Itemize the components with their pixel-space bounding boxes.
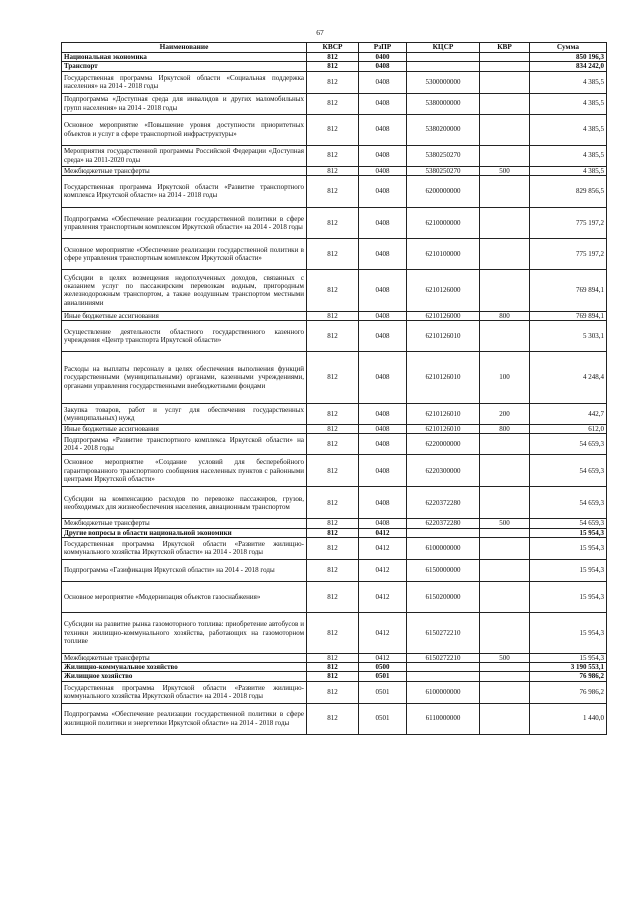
cell-kvsr: 812 bbox=[307, 311, 359, 320]
cell-sum: 769 894,1 bbox=[530, 311, 607, 320]
table-header-row bbox=[62, 43, 607, 53]
cell-kvr bbox=[480, 559, 530, 581]
cell-kvsr: 812 bbox=[307, 175, 359, 207]
table-row bbox=[62, 663, 607, 672]
cell-kcsr: 6210126000 bbox=[407, 269, 480, 311]
cell-sum: 54 659,3 bbox=[530, 434, 607, 455]
cell-kvsr: 812 bbox=[307, 537, 359, 559]
table-row bbox=[62, 434, 607, 455]
cell-rzpr: 0412 bbox=[359, 559, 407, 581]
cell-rzpr: 0408 bbox=[359, 311, 407, 320]
table-row bbox=[62, 93, 607, 114]
cell-kvr bbox=[480, 207, 530, 238]
cell-kvr bbox=[480, 537, 530, 559]
cell-kvr bbox=[480, 703, 530, 734]
cell-sum: 3 190 553,1 bbox=[530, 663, 607, 672]
cell-name: Государственная программа Иркутской области «Развитие жилищно-коммунального хозяйства Иркутской области» на 2014 - 2018 годы bbox=[62, 681, 307, 703]
cell-rzpr: 0408 bbox=[359, 207, 407, 238]
cell-name: Жилищное хозяйство bbox=[62, 672, 307, 681]
header-name: Наименование bbox=[62, 43, 307, 53]
cell-kcsr: 6110000000 bbox=[407, 703, 480, 734]
cell-rzpr: 0408 bbox=[359, 238, 407, 269]
cell-name: Национальная экономика bbox=[62, 53, 307, 62]
cell-sum: 54 659,3 bbox=[530, 487, 607, 519]
table-row bbox=[62, 114, 607, 145]
cell-rzpr: 0408 bbox=[359, 145, 407, 166]
cell-sum: 15 954,3 bbox=[530, 528, 607, 537]
cell-sum: 54 659,3 bbox=[530, 455, 607, 487]
cell-name: Субсидии в целях возмещения недополученных доходов, связанных с оказанием услуг по пассажирским перевозкам водным, пригородным железнодорожным транспортом, а также воздушным транспортом местными авиалиниями bbox=[62, 269, 307, 311]
cell-rzpr: 0408 bbox=[359, 93, 407, 114]
cell-rzpr: 0412 bbox=[359, 528, 407, 537]
cell-kvr bbox=[480, 434, 530, 455]
cell-sum: 829 856,5 bbox=[530, 175, 607, 207]
table-row bbox=[62, 404, 607, 425]
cell-kvr: 800 bbox=[480, 311, 530, 320]
cell-name: Иные бюджетные ассигнования bbox=[62, 425, 307, 434]
cell-rzpr: 0408 bbox=[359, 321, 407, 352]
cell-name: Иные бюджетные ассигнования bbox=[62, 311, 307, 320]
table-row bbox=[62, 352, 607, 404]
table-row bbox=[62, 703, 607, 734]
cell-kvsr: 812 bbox=[307, 434, 359, 455]
cell-kvr bbox=[480, 321, 530, 352]
cell-kvr bbox=[480, 93, 530, 114]
cell-sum: 834 242,0 bbox=[530, 62, 607, 71]
cell-name: Мероприятия государственной программы Российской Федерации «Доступная среда» на 2011-2020 годы bbox=[62, 145, 307, 166]
cell-kvr: 500 bbox=[480, 653, 530, 662]
cell-kcsr bbox=[407, 672, 480, 681]
cell-kcsr: 5380200000 bbox=[407, 114, 480, 145]
table-row bbox=[62, 145, 607, 166]
cell-name: Государственная программа Иркутской области «Развитие жилищно-коммунального хозяйства Иркутской области» на 2014 - 2018 годы bbox=[62, 537, 307, 559]
cell-rzpr: 0408 bbox=[359, 71, 407, 93]
cell-rzpr: 0408 bbox=[359, 425, 407, 434]
cell-rzpr: 0400 bbox=[359, 53, 407, 62]
cell-name: Основное мероприятие «Повышение уровня доступности приоритетных объектов и услуг в сфере транспортной инфраструктуры» bbox=[62, 114, 307, 145]
cell-kvsr: 812 bbox=[307, 352, 359, 404]
cell-sum: 442,7 bbox=[530, 404, 607, 425]
table-row bbox=[62, 425, 607, 434]
table-row bbox=[62, 455, 607, 487]
cell-kvr bbox=[480, 238, 530, 269]
cell-name: Субсидии на компенсацию расходов по перевозке пассажиров, грузов, необходимых для жизнеобеспечения населения, авиационным транспортом bbox=[62, 487, 307, 519]
table-row bbox=[62, 559, 607, 581]
cell-rzpr: 0501 bbox=[359, 681, 407, 703]
cell-rzpr: 0408 bbox=[359, 114, 407, 145]
cell-kvsr: 812 bbox=[307, 455, 359, 487]
cell-name: Закупка товаров, работ и услуг для обеспечения государственных (муниципальных) нужд bbox=[62, 404, 307, 425]
cell-sum: 5 303,1 bbox=[530, 321, 607, 352]
cell-kcsr: 6220300000 bbox=[407, 455, 480, 487]
cell-rzpr: 0412 bbox=[359, 537, 407, 559]
table-row bbox=[62, 53, 607, 62]
cell-sum: 4 385,5 bbox=[530, 145, 607, 166]
cell-rzpr: 0408 bbox=[359, 519, 407, 528]
cell-kcsr: 6210126010 bbox=[407, 404, 480, 425]
page-number: 67 bbox=[316, 28, 324, 37]
cell-kvsr: 812 bbox=[307, 53, 359, 62]
cell-sum: 15 954,3 bbox=[530, 581, 607, 612]
cell-kvr bbox=[480, 581, 530, 612]
header-sum: Сумма bbox=[530, 43, 607, 53]
cell-sum: 4 385,5 bbox=[530, 93, 607, 114]
cell-rzpr: 0408 bbox=[359, 166, 407, 175]
table-row bbox=[62, 537, 607, 559]
cell-rzpr: 0408 bbox=[359, 404, 407, 425]
cell-kvr: 200 bbox=[480, 404, 530, 425]
cell-name: Осуществление деятельности областного государственного казенного учреждения «Центр транспорта Иркутской области» bbox=[62, 321, 307, 352]
cell-sum: 1 440,0 bbox=[530, 703, 607, 734]
table-row bbox=[62, 175, 607, 207]
table-row bbox=[62, 321, 607, 352]
cell-kcsr: 5380250270 bbox=[407, 166, 480, 175]
cell-kcsr: 6150272210 bbox=[407, 612, 480, 653]
header-kvr: КВР bbox=[480, 43, 530, 53]
cell-sum: 76 986,2 bbox=[530, 672, 607, 681]
cell-kvr bbox=[480, 455, 530, 487]
cell-name: Межбюджетные трансферты bbox=[62, 653, 307, 662]
cell-kcsr bbox=[407, 663, 480, 672]
cell-name: Подпрограмма «Доступная среда для инвалидов и других маломобильных групп населения» на 2014 - 2018 годы bbox=[62, 93, 307, 114]
cell-kcsr: 5300000000 bbox=[407, 71, 480, 93]
cell-name: Подпрограмма «Газификация Иркутской области» на 2014 - 2018 годы bbox=[62, 559, 307, 581]
cell-sum: 4 385,5 bbox=[530, 71, 607, 93]
cell-kvsr: 812 bbox=[307, 93, 359, 114]
header-kcsr: КЦСР bbox=[407, 43, 480, 53]
cell-kvsr: 812 bbox=[307, 487, 359, 519]
cell-kcsr: 6210126000 bbox=[407, 311, 480, 320]
cell-rzpr: 0501 bbox=[359, 703, 407, 734]
cell-kvsr: 812 bbox=[307, 612, 359, 653]
cell-kvsr: 812 bbox=[307, 238, 359, 269]
cell-rzpr: 0412 bbox=[359, 581, 407, 612]
cell-sum: 769 894,1 bbox=[530, 269, 607, 311]
table-row bbox=[62, 581, 607, 612]
table-row bbox=[62, 653, 607, 662]
cell-name: Государственная программа Иркутской области «Развитие транспортного комплекса Иркутской области» на 2014 - 2018 годы bbox=[62, 175, 307, 207]
cell-kcsr: 6210000000 bbox=[407, 207, 480, 238]
cell-kcsr: 5380000000 bbox=[407, 93, 480, 114]
header-rzpr: РзПР bbox=[359, 43, 407, 53]
cell-kcsr: 6210100000 bbox=[407, 238, 480, 269]
cell-kvsr: 812 bbox=[307, 581, 359, 612]
table-row bbox=[62, 612, 607, 653]
cell-kvsr: 812 bbox=[307, 207, 359, 238]
cell-rzpr: 0408 bbox=[359, 487, 407, 519]
cell-kvr bbox=[480, 612, 530, 653]
cell-kcsr: 5380250270 bbox=[407, 145, 480, 166]
cell-kvr bbox=[480, 53, 530, 62]
cell-rzpr: 0408 bbox=[359, 62, 407, 71]
cell-sum: 775 197,2 bbox=[530, 207, 607, 238]
cell-kcsr: 6100000000 bbox=[407, 681, 480, 703]
cell-rzpr: 0408 bbox=[359, 175, 407, 207]
cell-kvsr: 812 bbox=[307, 663, 359, 672]
cell-sum: 612,0 bbox=[530, 425, 607, 434]
cell-sum: 850 196,3 bbox=[530, 53, 607, 62]
cell-kvr bbox=[480, 114, 530, 145]
cell-name: Жилищно-коммунальное хозяйство bbox=[62, 663, 307, 672]
table-row bbox=[62, 269, 607, 311]
cell-kvsr: 812 bbox=[307, 703, 359, 734]
cell-sum: 15 954,3 bbox=[530, 537, 607, 559]
cell-rzpr: 0501 bbox=[359, 672, 407, 681]
header-kvsr: КВСР bbox=[307, 43, 359, 53]
cell-rzpr: 0500 bbox=[359, 663, 407, 672]
cell-kcsr: 6210126010 bbox=[407, 321, 480, 352]
cell-kcsr: 6220372280 bbox=[407, 519, 480, 528]
cell-kvr bbox=[480, 663, 530, 672]
cell-kvsr: 812 bbox=[307, 425, 359, 434]
cell-kvr bbox=[480, 681, 530, 703]
cell-kvr: 100 bbox=[480, 352, 530, 404]
cell-kcsr: 6150200000 bbox=[407, 581, 480, 612]
cell-kvsr: 812 bbox=[307, 681, 359, 703]
cell-name: Основное мероприятие «Модернизация объектов газоснабжения» bbox=[62, 581, 307, 612]
cell-rzpr: 0412 bbox=[359, 653, 407, 662]
cell-kvsr: 812 bbox=[307, 519, 359, 528]
cell-name: Транспорт bbox=[62, 62, 307, 71]
cell-kvr bbox=[480, 528, 530, 537]
cell-sum: 54 659,3 bbox=[530, 519, 607, 528]
cell-kvr: 500 bbox=[480, 166, 530, 175]
table-row bbox=[62, 672, 607, 681]
cell-kcsr: 6100000000 bbox=[407, 537, 480, 559]
cell-kvsr: 812 bbox=[307, 321, 359, 352]
cell-kcsr: 6150000000 bbox=[407, 559, 480, 581]
cell-kvr bbox=[480, 175, 530, 207]
cell-kvsr: 812 bbox=[307, 166, 359, 175]
cell-sum: 76 986,2 bbox=[530, 681, 607, 703]
cell-kcsr: 6210126010 bbox=[407, 425, 480, 434]
cell-kcsr: 6210126010 bbox=[407, 352, 480, 404]
cell-sum: 4 385,5 bbox=[530, 166, 607, 175]
cell-sum: 15 954,3 bbox=[530, 612, 607, 653]
cell-rzpr: 0408 bbox=[359, 455, 407, 487]
cell-kvsr: 812 bbox=[307, 62, 359, 71]
cell-kcsr bbox=[407, 53, 480, 62]
cell-name: Государственная программа Иркутской области «Социальная поддержка населения» на 2014 - 2018 годы bbox=[62, 71, 307, 93]
cell-name: Межбюджетные трансферты bbox=[62, 166, 307, 175]
cell-kvsr: 812 bbox=[307, 559, 359, 581]
cell-name: Другие вопросы в области национальной экономики bbox=[62, 528, 307, 537]
cell-sum: 15 954,3 bbox=[530, 653, 607, 662]
table-row bbox=[62, 519, 607, 528]
cell-name: Расходы на выплаты персоналу в целях обеспечения выполнения функций государственными (муниципальными) органами, казенными учреждениями, органами управления государственными внебюджетными фондами bbox=[62, 352, 307, 404]
cell-kvsr: 812 bbox=[307, 114, 359, 145]
table-row bbox=[62, 311, 607, 320]
cell-kvr: 800 bbox=[480, 425, 530, 434]
table-row bbox=[62, 681, 607, 703]
cell-sum: 775 197,2 bbox=[530, 238, 607, 269]
cell-kcsr bbox=[407, 62, 480, 71]
cell-kvr bbox=[480, 62, 530, 71]
table-row bbox=[62, 487, 607, 519]
cell-kcsr: 6220000000 bbox=[407, 434, 480, 455]
cell-sum: 4 248,4 bbox=[530, 352, 607, 404]
cell-sum: 4 385,5 bbox=[530, 114, 607, 145]
table-row bbox=[62, 166, 607, 175]
cell-rzpr: 0412 bbox=[359, 612, 407, 653]
cell-rzpr: 0408 bbox=[359, 269, 407, 311]
cell-name: Субсидии на развитие рынка газомоторного топлива: приобретение автобусов и техники жилищно-коммунального хозяйства, работающих на газомоторном топливе bbox=[62, 612, 307, 653]
table-row bbox=[62, 62, 607, 71]
cell-name: Межбюджетные трансферты bbox=[62, 519, 307, 528]
cell-kvsr: 812 bbox=[307, 71, 359, 93]
cell-rzpr: 0408 bbox=[359, 352, 407, 404]
cell-kcsr: 6200000000 bbox=[407, 175, 480, 207]
budget-table bbox=[61, 42, 607, 735]
cell-kvr: 500 bbox=[480, 519, 530, 528]
cell-kcsr bbox=[407, 528, 480, 537]
cell-kvr bbox=[480, 145, 530, 166]
cell-kcsr: 6220372280 bbox=[407, 487, 480, 519]
cell-name: Подпрограмма «Обеспечение реализации государственной политики в сфере жилищной политики и энергетики Иркутской области» на 2014 - 2018 годы bbox=[62, 703, 307, 734]
cell-kvsr: 812 bbox=[307, 269, 359, 311]
cell-kvsr: 812 bbox=[307, 404, 359, 425]
cell-kvsr: 812 bbox=[307, 672, 359, 681]
cell-kvsr: 812 bbox=[307, 528, 359, 537]
cell-name: Основное мероприятие «Создание условий для бесперебойного гарантированного транспортного сообщения населенных пунктов с районными центрами Иркутской области» bbox=[62, 455, 307, 487]
cell-sum: 15 954,3 bbox=[530, 559, 607, 581]
cell-name: Подпрограмма «Обеспечение реализации государственной политики в сфере управления транспортным комплексом Иркутской области» на 2014 - 2018 годы bbox=[62, 207, 307, 238]
cell-kvr bbox=[480, 487, 530, 519]
cell-name: Основное мероприятие «Обеспечение реализации государственной политики в сфере управления транспортным комплексом Иркутской области» bbox=[62, 238, 307, 269]
table-row bbox=[62, 528, 607, 537]
table-row bbox=[62, 71, 607, 93]
cell-kvr bbox=[480, 269, 530, 311]
cell-rzpr: 0408 bbox=[359, 434, 407, 455]
table-row bbox=[62, 238, 607, 269]
cell-name: Подпрограмма «Развитие транспортного комплекса Иркутской области» на 2014 - 2018 годы bbox=[62, 434, 307, 455]
table-row bbox=[62, 207, 607, 238]
cell-kvsr: 812 bbox=[307, 145, 359, 166]
cell-kvsr: 812 bbox=[307, 653, 359, 662]
cell-kvr bbox=[480, 71, 530, 93]
cell-kcsr: 6150272210 bbox=[407, 653, 480, 662]
cell-kvr bbox=[480, 672, 530, 681]
